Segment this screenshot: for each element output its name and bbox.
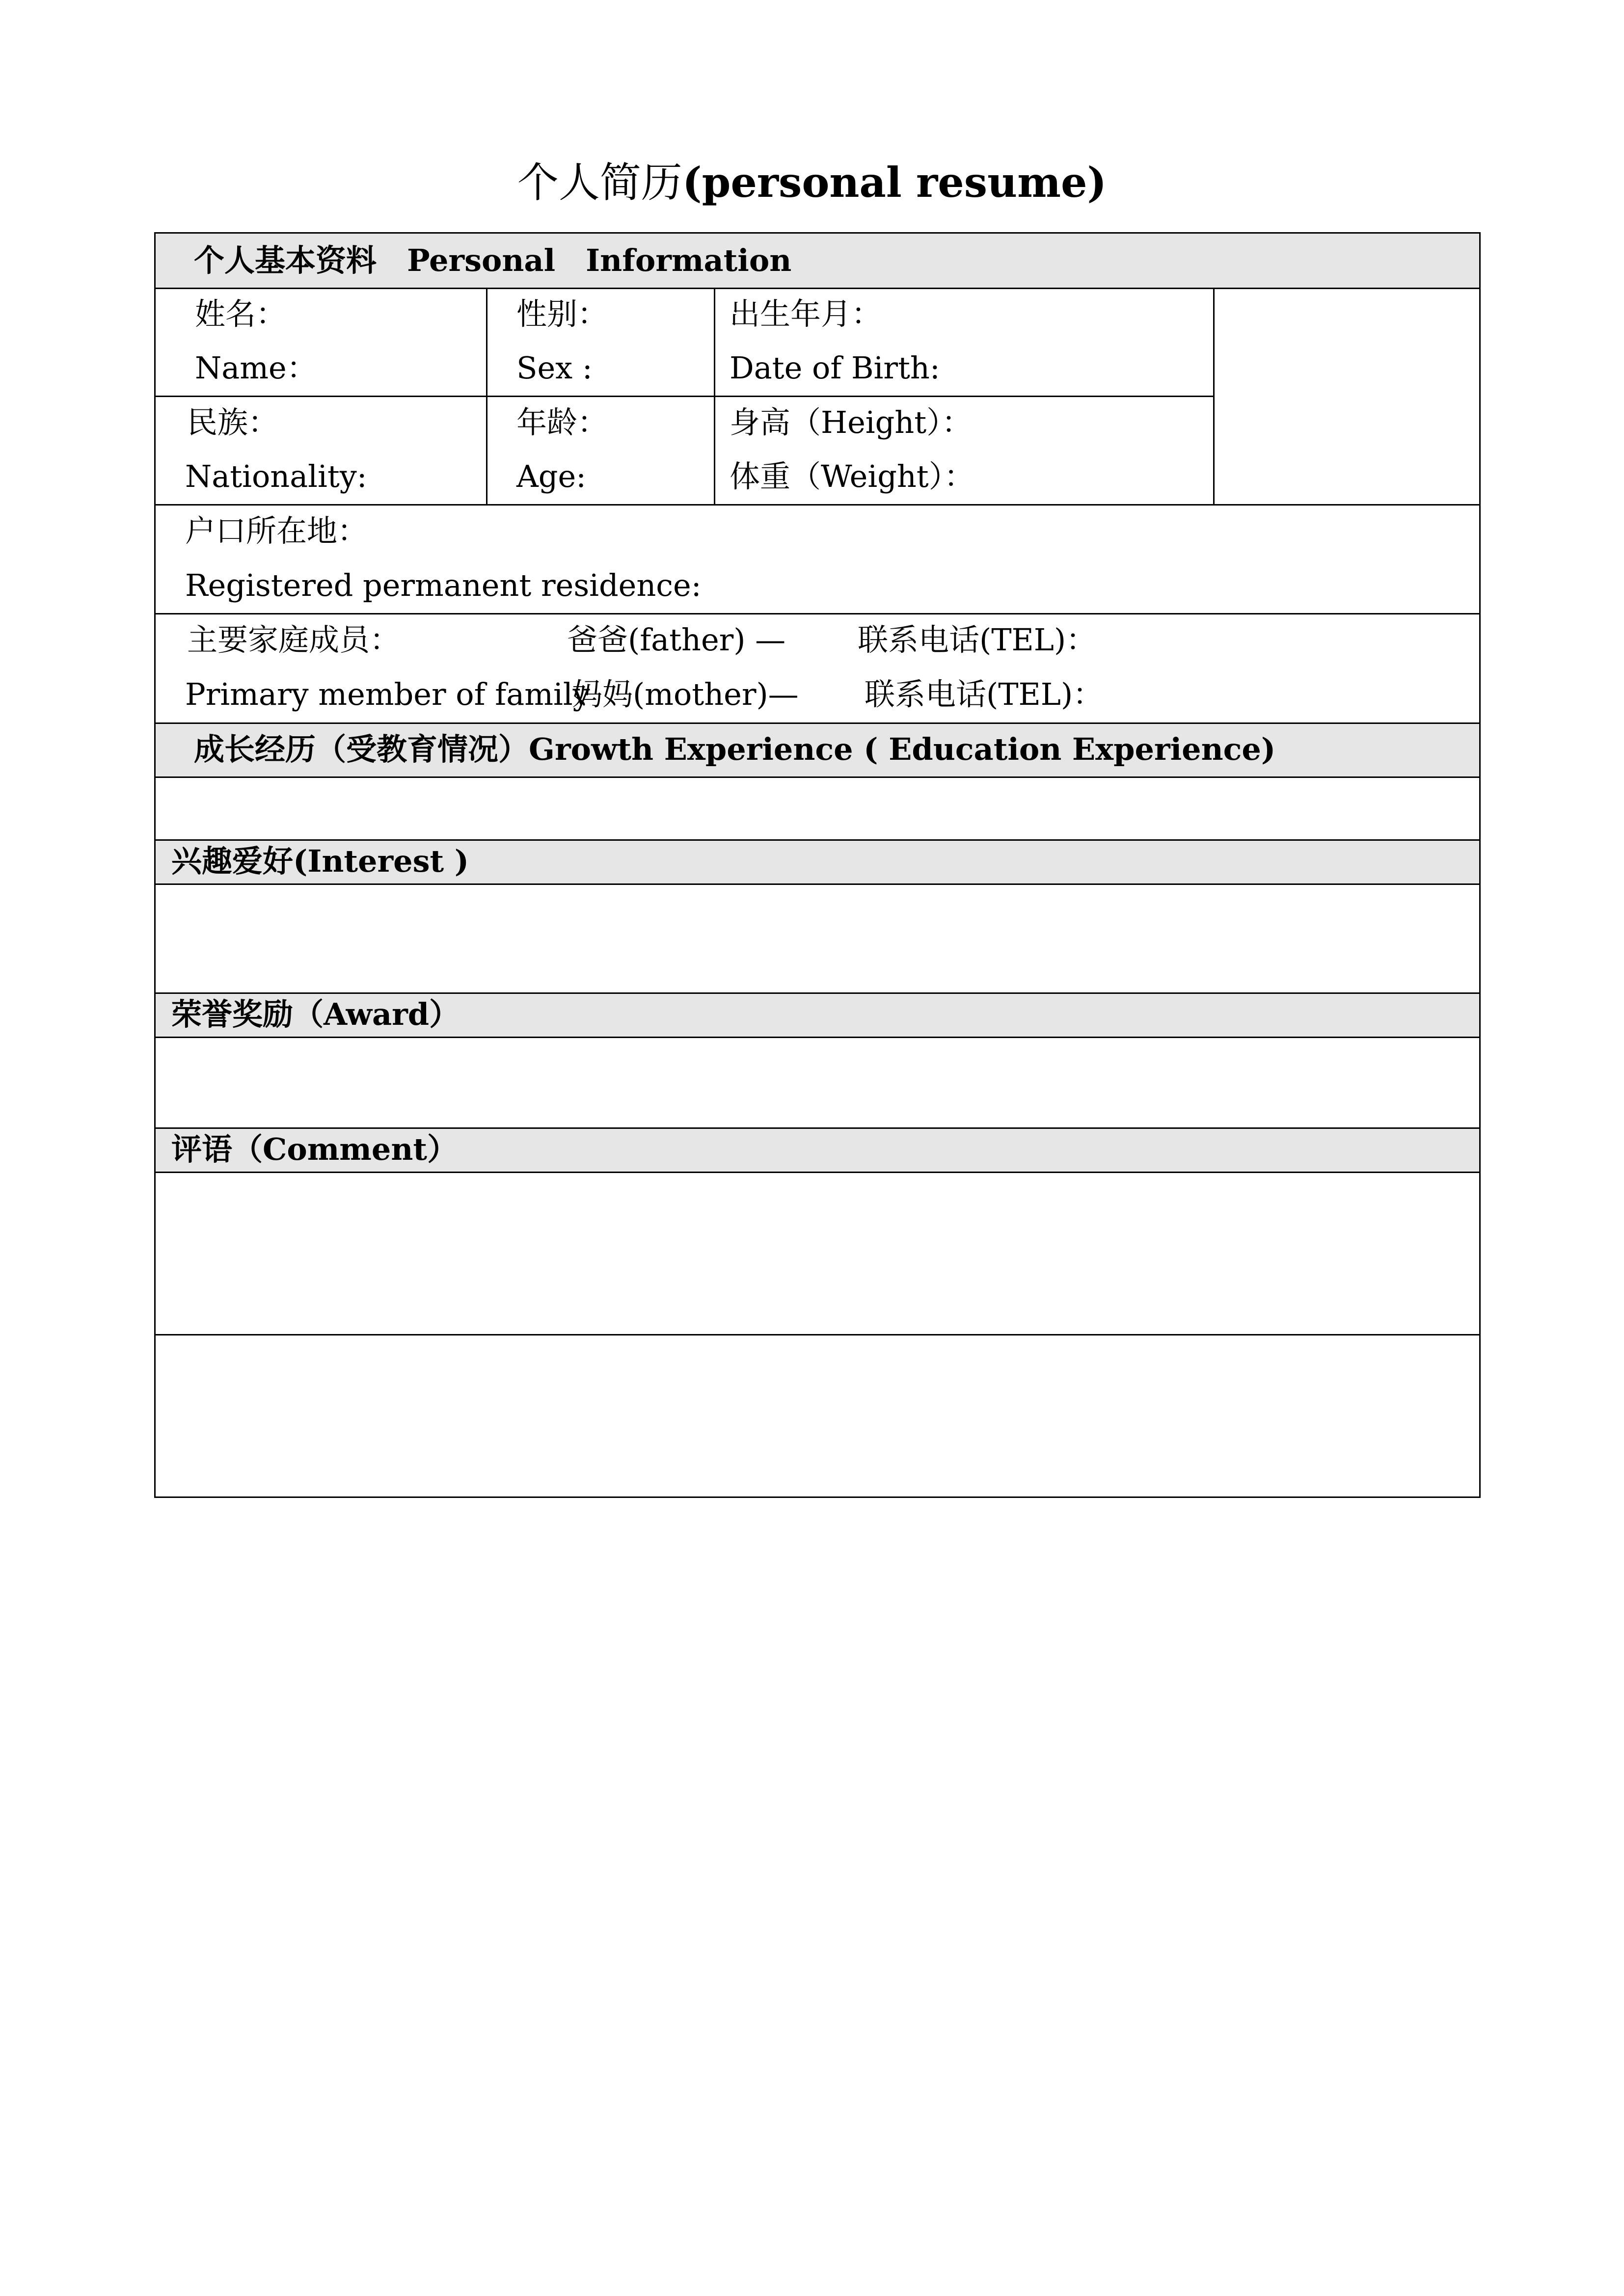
- rule-after-name-row: [156, 396, 1213, 397]
- rule-after-nationality-row: [156, 504, 1479, 506]
- family-label-cn: 主要家庭成员：: [187, 622, 401, 658]
- sex-label-cn: 性别：: [516, 296, 608, 332]
- page-title: [0, 158, 1624, 207]
- father-label: 爸爸(father) —: [567, 622, 786, 658]
- dob-label-cn: 出生年月：: [730, 296, 882, 332]
- comment-content-cell[interactable]: [156, 1173, 1479, 1334]
- family-label-en: Primary member of family: [185, 676, 590, 712]
- rule-after-family-row: [156, 722, 1479, 724]
- resume-form: [154, 232, 1481, 1498]
- weight-label: 体重（Weight）：: [730, 458, 974, 494]
- father-tel-label: 联系电话(TEL)：: [858, 622, 1097, 658]
- mother-tel-label: 联系电话(TEL)：: [865, 676, 1104, 712]
- comment-header: 评语（Comment）: [171, 1131, 458, 1167]
- rule-before-interest-header: [156, 839, 1479, 841]
- award-content-cell[interactable]: [156, 1038, 1479, 1127]
- mother-label: 妈妈(mother)—: [572, 676, 799, 712]
- growth-content-cell[interactable]: [156, 778, 1479, 839]
- personal-info-header: 个人基本资料 Personal Information: [194, 242, 792, 278]
- age-label-en: Age:: [516, 458, 587, 494]
- page-title-en: (personal resume): [682, 158, 1107, 207]
- photo-cell[interactable]: [1215, 289, 1479, 504]
- award-header: 荣誉奖励（Award）: [171, 996, 460, 1032]
- rule-before-comment-header: [156, 1127, 1479, 1129]
- nationality-label-en: Nationality:: [185, 458, 367, 494]
- name-label-en: Name：: [195, 350, 317, 386]
- dob-label-en: Date of Birth:: [730, 350, 940, 386]
- extra-content-cell[interactable]: [156, 1335, 1479, 1496]
- name-label-cn: 姓名：: [195, 296, 287, 332]
- residence-label-cn: 户口所在地：: [185, 513, 368, 549]
- growth-header: 成长经历（受教育情况）Growth Experience ( Education Experience): [194, 731, 1276, 767]
- height-label: 身高（Height）：: [730, 404, 973, 440]
- rule-before-award-header: [156, 992, 1479, 994]
- sex-label-en: Sex :: [516, 350, 593, 386]
- residence-label-en: Registered permanent residence:: [185, 567, 702, 603]
- interest-content-cell[interactable]: [156, 885, 1479, 992]
- age-label-cn: 年龄：: [516, 404, 608, 440]
- page-title-cn: 个人简历: [517, 159, 682, 207]
- ethnicity-label-cn: 民族：: [187, 404, 279, 440]
- interest-header: 兴趣爱好(Interest ): [171, 843, 469, 879]
- rule-after-residence-row: [156, 613, 1479, 614]
- col-divider-2: [714, 288, 715, 504]
- col-divider-1: [486, 288, 487, 504]
